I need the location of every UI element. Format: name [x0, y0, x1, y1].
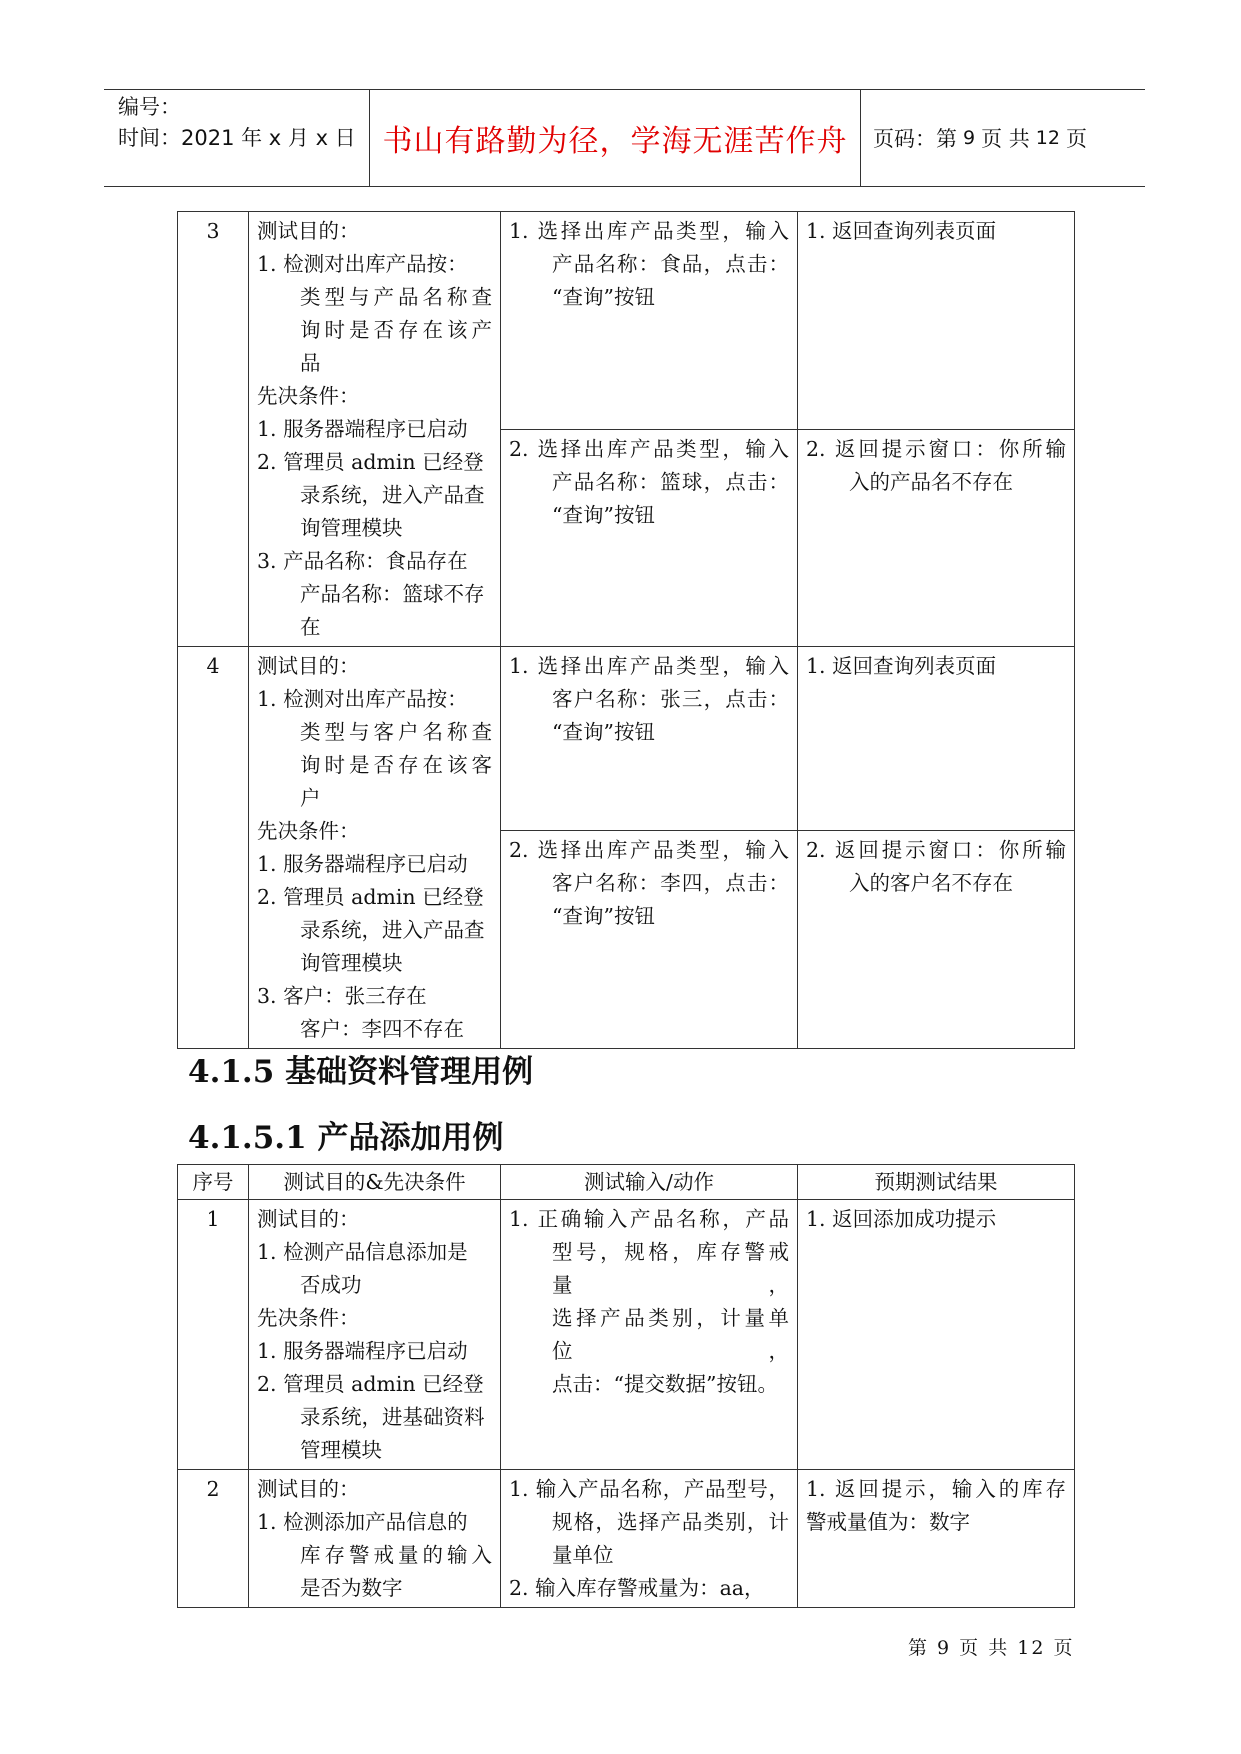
- case-purpose: [249, 647, 501, 1049]
- query-test-table: [177, 211, 1075, 1049]
- purpose-line: 产品名称：篮球不存: [300, 582, 485, 606]
- section-heading: 4.1.5 基础资料管理用例: [188, 1054, 534, 1090]
- input-line: “查询”按钮: [552, 720, 656, 744]
- purpose-line: 客户：李四不存在: [300, 1017, 465, 1041]
- input-line: 客户名称：李四，点击：: [552, 870, 789, 895]
- result-line: 2. 返回提示窗口：你所输: [806, 837, 1066, 862]
- purpose-line: 测试目的：: [257, 1207, 360, 1231]
- purpose-line: 管理模块: [300, 1438, 383, 1462]
- input-line: “查询”按钮: [552, 502, 656, 527]
- input-line: 1. 选择出库产品类型，输入: [509, 219, 789, 243]
- purpose-line: 3. 客户：张三存在: [257, 984, 427, 1008]
- input-line: 产品名称：篮球，点击：: [552, 469, 789, 494]
- input-line: 型号，规格，库存警戒量，: [552, 1240, 789, 1297]
- page-suffix: 页: [1065, 127, 1087, 151]
- purpose-line: 询管理模块: [300, 516, 403, 540]
- page-prefix: 页码：第: [873, 127, 957, 151]
- result-line: 入的客户名不存在: [849, 870, 1014, 895]
- purpose-line: 1. 检测添加产品信息的: [257, 1510, 468, 1534]
- column-header: 序号: [178, 1165, 249, 1200]
- product-add-test-table: [177, 1164, 1075, 1608]
- column-header: 测试目的&先决条件: [249, 1165, 501, 1200]
- test-input: [501, 830, 798, 1048]
- input-line: 1. 正确输入产品名称，产品: [509, 1207, 789, 1231]
- result-line: 1. 返回查询列表页面: [806, 219, 997, 243]
- case-purpose: [249, 1200, 501, 1470]
- table-header-row: [178, 1165, 1075, 1200]
- page-total: 12: [1035, 127, 1060, 149]
- result-line: 1. 返回查询列表页面: [806, 654, 997, 678]
- case-number: 4: [178, 647, 249, 1049]
- header-motto: 书山有路勤为径，学海无涯苦作舟: [370, 90, 861, 186]
- purpose-line: 询时是否存在该客: [300, 753, 492, 777]
- table-row: [178, 1470, 1075, 1608]
- input-line: 量单位: [552, 1543, 614, 1567]
- input-line: 规格，选择产品类别，计: [552, 1510, 789, 1534]
- input-line: 点击：“提交数据”按钮。: [552, 1372, 779, 1396]
- purpose-line: 1. 检测对出库产品按：: [257, 687, 468, 711]
- document-time: 时间：2021 年 x 月 x 日: [118, 126, 356, 150]
- expected-result: [798, 1470, 1075, 1608]
- purpose-line: 是否为数字: [300, 1576, 403, 1600]
- column-header: 测试输入/动作: [501, 1165, 798, 1200]
- expected-result: [798, 647, 1075, 831]
- purpose-line: 测试目的：: [257, 219, 360, 243]
- test-input: [501, 212, 798, 430]
- expected-result: [798, 1200, 1075, 1470]
- purpose-line: 类型与产品名称查: [300, 285, 492, 309]
- result-line: 1. 返回提示，输入的库存: [806, 1477, 1066, 1501]
- purpose-line: 录系统，进入产品查: [300, 918, 485, 942]
- purpose-line: 2. 管理员 admin 已经登: [257, 885, 484, 909]
- purpose-line: 1. 检测产品信息添加是: [257, 1240, 468, 1264]
- purpose-line: 库存警戒量的输入: [300, 1543, 492, 1567]
- purpose-line: 先决条件：: [257, 819, 360, 843]
- page-header: [104, 89, 1145, 187]
- purpose-line: 测试目的：: [257, 1477, 360, 1501]
- header-page-info: [861, 90, 1145, 186]
- purpose-line: 1. 服务器端程序已启动: [257, 852, 468, 876]
- purpose-line: 询管理模块: [300, 951, 403, 975]
- test-input: [501, 1200, 798, 1470]
- purpose-line: 询时是否存在该产: [300, 318, 492, 342]
- purpose-line: 品: [300, 351, 321, 375]
- purpose-line: 录系统，进入产品查: [300, 483, 485, 507]
- expected-result: [798, 212, 1075, 430]
- page-footer: 第 9 页 共 12 页: [908, 1637, 1075, 1659]
- case-number: 1: [178, 1200, 249, 1470]
- test-input: [501, 647, 798, 831]
- input-line: 2. 选择出库产品类型，输入: [509, 837, 789, 862]
- purpose-line: 先决条件：: [257, 384, 360, 408]
- table-row: [178, 212, 1075, 430]
- header-left: [104, 90, 370, 186]
- result-line: 警戒量值为：数字: [806, 1510, 970, 1534]
- input-line: 产品名称：食品，点击：: [552, 252, 789, 276]
- case-number: 3: [178, 212, 249, 647]
- purpose-line: 2. 管理员 admin 已经登: [257, 450, 484, 474]
- test-input: [501, 1470, 798, 1608]
- case-number: 2: [178, 1470, 249, 1608]
- purpose-line: 1. 检测对出库产品按：: [257, 252, 468, 276]
- purpose-line: 类型与客户名称查: [300, 720, 492, 744]
- input-line: 2. 选择出库产品类型，输入: [509, 436, 789, 461]
- column-header: 预期测试结果: [798, 1165, 1075, 1200]
- page-mid: 页 共: [981, 127, 1030, 151]
- purpose-line: 3. 产品名称：食品存在: [257, 549, 468, 573]
- table-row: [178, 1200, 1075, 1470]
- result-line: 2. 返回提示窗口：你所输: [806, 436, 1066, 461]
- purpose-line: 测试目的：: [257, 654, 360, 678]
- test-input: [501, 429, 798, 647]
- purpose-line: 户: [300, 786, 321, 810]
- purpose-line: 否成功: [300, 1273, 362, 1297]
- document-number-label: 编号：: [118, 95, 181, 119]
- input-line: 1. 输入产品名称，产品型号，: [509, 1477, 789, 1501]
- purpose-line: 1. 服务器端程序已启动: [257, 417, 468, 441]
- case-purpose: [249, 1470, 501, 1608]
- subsection-heading: 4.1.5.1 产品添加用例: [188, 1120, 504, 1156]
- page-number: 9: [963, 127, 976, 149]
- purpose-line: 先决条件：: [257, 1306, 360, 1330]
- input-line: 客户名称：张三，点击：: [552, 687, 789, 711]
- result-line: 入的产品名不存在: [849, 469, 1014, 494]
- input-line: “查询”按钮: [552, 285, 656, 309]
- purpose-line: 1. 服务器端程序已启动: [257, 1339, 468, 1363]
- result-line: 1. 返回添加成功提示: [806, 1207, 997, 1231]
- input-line: 2. 输入库存警戒量为：aa，: [509, 1576, 765, 1600]
- input-line: 1. 选择出库产品类型，输入: [509, 654, 789, 678]
- case-purpose: [249, 212, 501, 647]
- input-line: 选择产品类别，计量单位，: [552, 1306, 789, 1363]
- expected-result: [798, 830, 1075, 1048]
- purpose-line: 在: [300, 615, 321, 639]
- input-line: “查询”按钮: [552, 903, 656, 928]
- purpose-line: 录系统，进基础资料: [300, 1405, 485, 1429]
- table-row: [178, 647, 1075, 831]
- purpose-line: 2. 管理员 admin 已经登: [257, 1372, 484, 1396]
- expected-result: [798, 429, 1075, 647]
